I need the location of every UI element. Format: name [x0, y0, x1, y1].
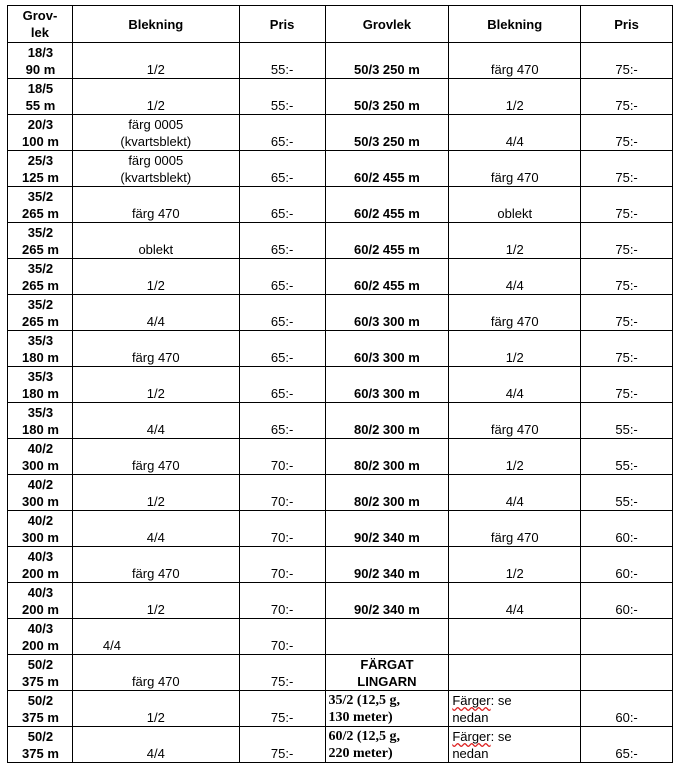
price-cell-2: 60:-: [581, 691, 673, 727]
price-cell-2: 65:-: [581, 727, 673, 763]
bleaching-cell-2: 4/4: [449, 583, 581, 619]
size-cell-2: 80/2 300 m: [325, 439, 449, 475]
price-cell: 55:-: [239, 79, 325, 115]
price-cell: 65:-: [239, 223, 325, 259]
size-cell-2: 90/2 340 m: [325, 511, 449, 547]
bleaching-cell-2: [449, 655, 581, 691]
size-cell-2: 90/2 340 m: [325, 583, 449, 619]
table-row: [8, 403, 673, 439]
price-cell: 70:-: [239, 475, 325, 511]
bleaching-cell-2: 1/2: [449, 439, 581, 475]
size-cell-2: 50/3 250 m: [325, 115, 449, 151]
price-cell: 55:-: [239, 43, 325, 79]
bleaching-cell-2: färg 470: [449, 403, 581, 439]
table-row: [8, 655, 673, 691]
price-cell-2: 75:-: [581, 151, 673, 187]
price-cell: 70:-: [239, 511, 325, 547]
table-row: [8, 187, 673, 223]
bleaching-cell: färg 0005 (kvartsblekt): [72, 115, 239, 151]
table-row: [8, 295, 673, 331]
size-cell: 35/2 265 m: [8, 223, 73, 259]
header-grovlek-2: Grovlek: [325, 6, 449, 43]
price-cell-2: 75:-: [581, 79, 673, 115]
size-cell-2: 60/3 300 m: [325, 295, 449, 331]
size-cell: 40/3 200 m: [8, 583, 73, 619]
bleaching-cell: 1/2: [72, 367, 239, 403]
size-cell: 40/2 300 m: [8, 475, 73, 511]
size-cell: 35/2 265 m: [8, 295, 73, 331]
price-cell: 75:-: [239, 655, 325, 691]
price-cell-2: 75:-: [581, 115, 673, 151]
table-row: [8, 331, 673, 367]
price-cell: 70:-: [239, 547, 325, 583]
bleaching-cell: 1/2: [72, 43, 239, 79]
table-row: [8, 367, 673, 403]
bleaching-cell-2: [449, 619, 581, 655]
misspelled-word: Färger: [452, 729, 491, 744]
size-cell-2: 60/2 455 m: [325, 223, 449, 259]
price-cell-2: [581, 655, 673, 691]
table-row: [8, 511, 673, 547]
bleaching-cell: 1/2: [72, 259, 239, 295]
bleaching-cell: oblekt: [72, 223, 239, 259]
size-cell: 20/3 100 m: [8, 115, 73, 151]
size-cell: 50/2 375 m: [8, 655, 73, 691]
bleaching-cell-2: 1/2: [449, 79, 581, 115]
table-row: [8, 223, 673, 259]
price-cell: 75:-: [239, 727, 325, 763]
size-cell-2: 60/2 455 m: [325, 151, 449, 187]
price-cell: 70:-: [239, 583, 325, 619]
price-cell-2: 75:-: [581, 187, 673, 223]
bleaching-cell-2: färg 470: [449, 151, 581, 187]
table-row: [8, 691, 673, 727]
size-cell: 50/2 375 m: [8, 691, 73, 727]
price-cell: 65:-: [239, 331, 325, 367]
price-cell-2: 60:-: [581, 583, 673, 619]
price-cell-2: 75:-: [581, 259, 673, 295]
size-cell-2: 80/2 300 m: [325, 403, 449, 439]
bleaching-cell: färg 470: [72, 547, 239, 583]
price-cell: 65:-: [239, 259, 325, 295]
bleaching-cell-2: 1/2: [449, 547, 581, 583]
table-row: [8, 475, 673, 511]
size-cell-2: 90/2 340 m: [325, 547, 449, 583]
bleaching-cell: 4/4: [72, 295, 239, 331]
bleaching-cell: 4/4: [72, 403, 239, 439]
size-cell-2: 60/3 300 m: [325, 331, 449, 367]
price-cell: 65:-: [239, 187, 325, 223]
table-row: [8, 43, 673, 79]
size-cell: 35/3 180 m: [8, 331, 73, 367]
size-cell-2: 60/2 455 m: [325, 187, 449, 223]
size-cell: 40/3 200 m: [8, 619, 73, 655]
size-cell: 35/2 265 m: [8, 187, 73, 223]
size-cell: 35/3 180 m: [8, 403, 73, 439]
table-row: [8, 439, 673, 475]
size-cell-2: 50/3 250 m: [325, 79, 449, 115]
price-cell: 75:-: [239, 691, 325, 727]
table-row: [8, 583, 673, 619]
bleaching-text: : se nedan: [452, 729, 512, 761]
size-cell: 35/2 265 m: [8, 259, 73, 295]
bleaching-cell: 4/4: [72, 511, 239, 547]
size-cell: 40/2 300 m: [8, 511, 73, 547]
price-cell: 70:-: [239, 619, 325, 655]
size-cell: 40/3 200 m: [8, 547, 73, 583]
price-cell-2: 60:-: [581, 511, 673, 547]
header-grovlek-1: Grov- lek: [8, 6, 73, 43]
bleaching-cell: färg 470: [72, 331, 239, 367]
bleaching-cell: 1/2: [72, 475, 239, 511]
price-cell: 65:-: [239, 115, 325, 151]
header-blekning-1: Blekning: [72, 6, 239, 43]
size-cell: 35/3 180 m: [8, 367, 73, 403]
price-cell-2: 75:-: [581, 223, 673, 259]
price-cell-2: 55:-: [581, 475, 673, 511]
size-cell-2: 50/3 250 m: [325, 43, 449, 79]
price-cell-2: 75:-: [581, 367, 673, 403]
header-row: [8, 6, 673, 43]
price-cell: 65:-: [239, 151, 325, 187]
size-cell: 40/2 300 m: [8, 439, 73, 475]
bleaching-cell-2: 4/4: [449, 115, 581, 151]
yarn-price-table: [7, 5, 673, 763]
table-body: [8, 6, 673, 763]
bleaching-cell-2: 4/4: [449, 367, 581, 403]
bleaching-text: : se nedan: [452, 693, 512, 725]
size-cell-2: 35/2 (12,5 g, 130 meter): [325, 691, 449, 727]
size-cell: 50/2 375 m: [8, 727, 73, 763]
bleaching-cell-2: oblekt: [449, 187, 581, 223]
table-row: [8, 547, 673, 583]
bleaching-cell: 1/2: [72, 583, 239, 619]
header-pris-1: Pris: [239, 6, 325, 43]
size-cell: 18/5 55 m: [8, 79, 73, 115]
table-row: [8, 619, 673, 655]
bleaching-cell-2: färg 470: [449, 295, 581, 331]
table-row: [8, 727, 673, 763]
bleaching-cell: 4/4: [72, 727, 239, 763]
bleaching-cell-2: färg 470: [449, 43, 581, 79]
bleaching-cell: färg 470: [72, 187, 239, 223]
bleaching-cell: färg 470: [72, 655, 239, 691]
price-cell-2: [581, 619, 673, 655]
bleaching-cell: 1/2: [72, 691, 239, 727]
price-cell: 65:-: [239, 403, 325, 439]
bleaching-cell: färg 0005 (kvartsblekt): [72, 151, 239, 187]
price-cell-2: 60:-: [581, 547, 673, 583]
price-cell-2: 75:-: [581, 295, 673, 331]
header-pris-2: Pris: [581, 6, 673, 43]
size-cell: 18/3 90 m: [8, 43, 73, 79]
table-row: [8, 79, 673, 115]
bleaching-cell-2: [449, 691, 581, 727]
size-cell-2: 60/2 (12,5 g, 220 meter): [325, 727, 449, 763]
bleaching-cell-2: [449, 727, 581, 763]
bleaching-cell-2: 4/4: [449, 475, 581, 511]
bleaching-cell-2: 1/2: [449, 223, 581, 259]
bleaching-cell: 1/2: [72, 79, 239, 115]
header-blekning-2: Blekning: [449, 6, 581, 43]
bleaching-cell: färg 470: [72, 439, 239, 475]
table-row: [8, 151, 673, 187]
price-cell: 65:-: [239, 367, 325, 403]
bleaching-cell-2: 1/2: [449, 331, 581, 367]
price-cell: 65:-: [239, 295, 325, 331]
bleaching-cell-2: färg 470: [449, 511, 581, 547]
price-cell-2: 55:-: [581, 439, 673, 475]
price-cell-2: 75:-: [581, 43, 673, 79]
size-cell-2: 80/2 300 m: [325, 475, 449, 511]
table-row: [8, 259, 673, 295]
price-cell-2: 75:-: [581, 331, 673, 367]
size-cell-2: [325, 619, 449, 655]
price-cell-2: 55:-: [581, 403, 673, 439]
table-row: [8, 115, 673, 151]
size-cell-2: FÄRGAT LINGARN: [325, 655, 449, 691]
bleaching-cell-2: 4/4: [449, 259, 581, 295]
size-cell-2: 60/2 455 m: [325, 259, 449, 295]
size-cell: 25/3 125 m: [8, 151, 73, 187]
price-cell: 70:-: [239, 439, 325, 475]
size-cell-2: 60/3 300 m: [325, 367, 449, 403]
bleaching-cell: 4/4: [72, 619, 239, 655]
misspelled-word: Färger: [452, 693, 491, 708]
